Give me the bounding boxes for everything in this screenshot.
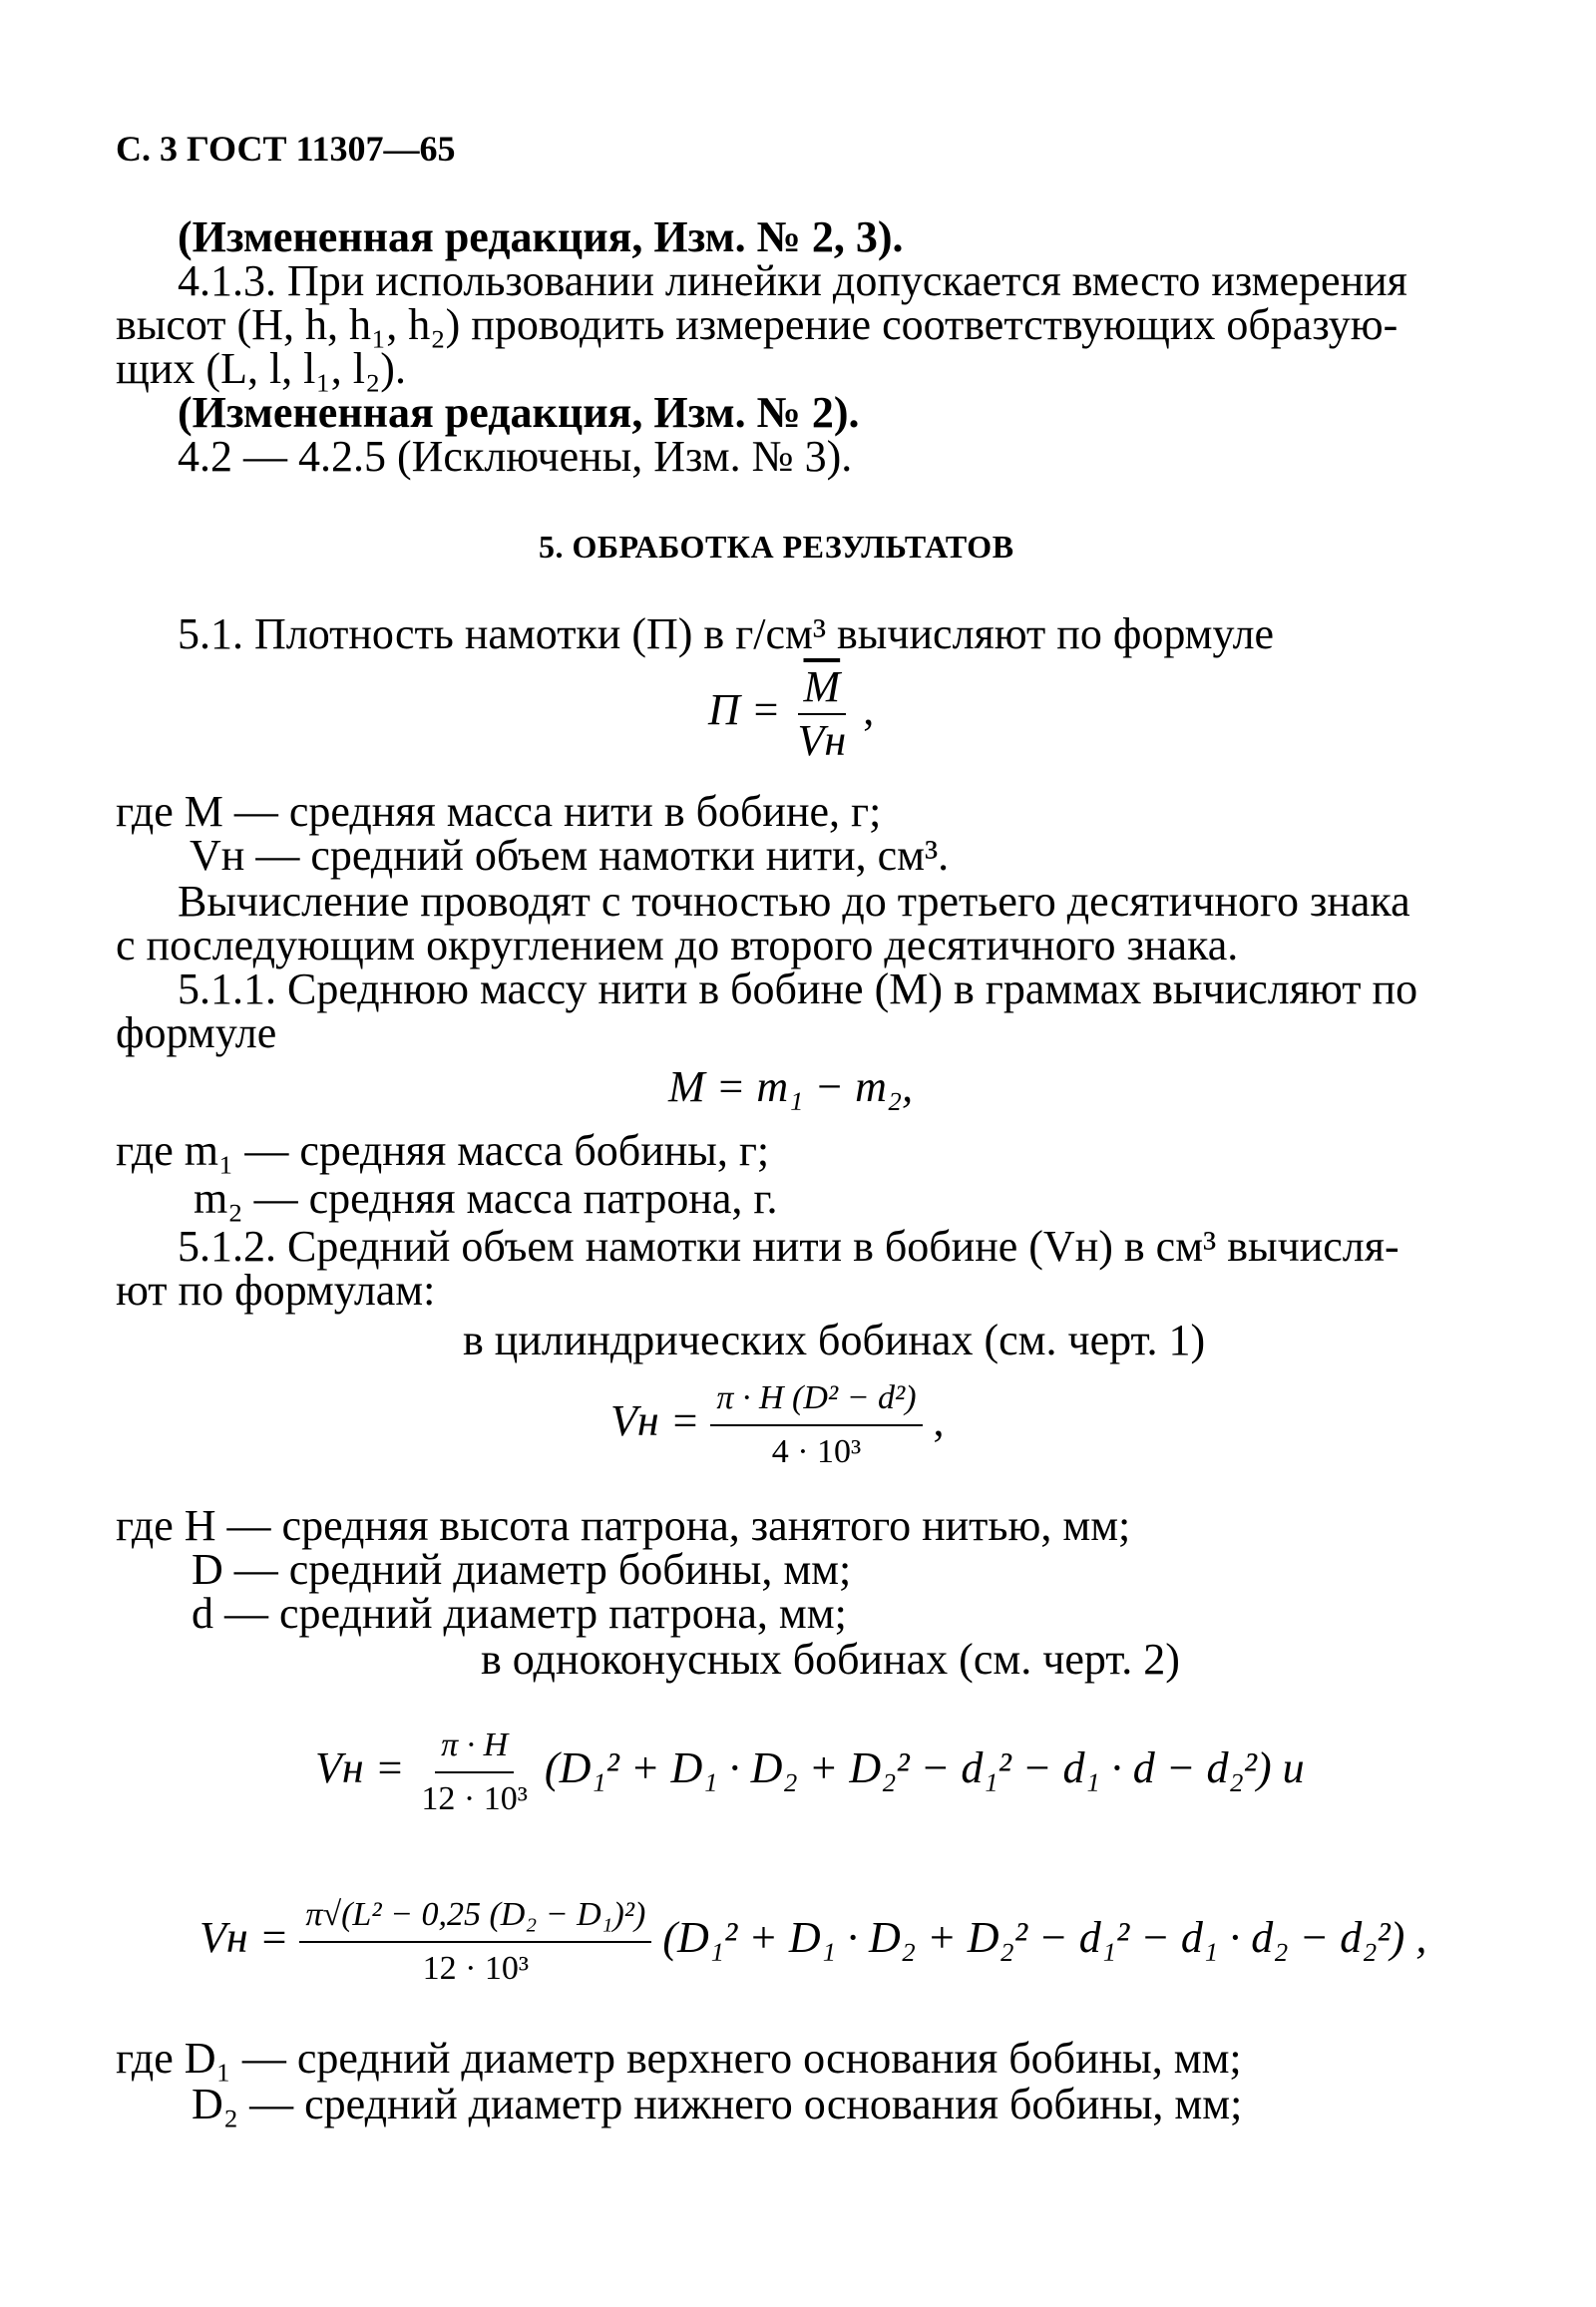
formula-conical-1-lhs: Vн = — [315, 1743, 405, 1793]
where-3-line2: D — средний диаметр бобины, мм; — [192, 1545, 852, 1594]
para-4-1-3-line3: щих (L, l, l₁, l₂). — [116, 344, 406, 393]
formula-cylindrical-denominator: 4 · 10³ — [771, 1433, 862, 1470]
formula-mass: M = m₁ − m₂, — [668, 1062, 914, 1111]
formula-conical-1-denominator: 12 · 10³ — [421, 1780, 528, 1817]
para-5-1-1-line1: 5.1.1. Среднюю массу нити в бобине (M) в граммах вычисляют по — [178, 964, 1418, 1013]
formula-conical-2 — [200, 1891, 1426, 1993]
conical-caption: в одноконусных бобинах (см. черт. 2) — [481, 1635, 1180, 1684]
para-5-1-2-line1: 5.1.2. Средний объем намотки нити в бобине (Vн) в см³ вычисля- — [178, 1222, 1399, 1271]
para-5-1-1-line2: формуле — [116, 1008, 277, 1057]
amendment-note-1: (Измененная редакция, Изм. № 2, 3). — [178, 212, 904, 261]
formula-cylindrical-numerator: π · H (D² − d²) — [710, 1374, 922, 1426]
where-2-line1: где m₁ — средняя масса бобины, г; — [116, 1126, 770, 1175]
para-5-1: 5.1. Плотность намотки (П) в г/см³ вычисляют по формуле — [178, 609, 1275, 658]
formula-conical-1 — [315, 1722, 1305, 1823]
formula-density-lhs: П = — [708, 685, 781, 735]
calc-note-line2: с последующим округлением до второго десятичного знака. — [116, 921, 1239, 969]
formula-density — [708, 663, 874, 765]
formula-conical-2-body: (D₁² + D₁ · D₂ + D₂² − d₁² − d₁ · d₂ − d₂²) , — [662, 1913, 1427, 1963]
para-5-1-2-line2: ют по формулам: — [116, 1266, 436, 1315]
formula-conical-2-lhs: Vн = — [200, 1913, 289, 1963]
where-4-line1: где D₁ — средний диаметр верхнего основания бобины, мм; — [116, 2034, 1242, 2083]
page-header: С. 3 ГОСТ 11307—65 — [116, 129, 456, 169]
where-3-line1: где H — средняя высота патрона, занятого нитью, мм; — [116, 1501, 1131, 1550]
formula-conical-1-body: (D₁² + D₁ · D₂ + D₂² − d₁² − d₁ · d − d₂²) и — [544, 1743, 1305, 1793]
calc-note-line1: Вычисление проводят с точностью до третьего десятичного знака — [178, 877, 1410, 926]
cylindrical-caption: в цилиндрических бобинах (см. черт. 1) — [463, 1316, 1206, 1364]
where-4-line2: D₂ — средний диаметр нижнего основания бобины, мм; — [192, 2080, 1243, 2128]
section-title: 5. ОБРАБОТКА РЕЗУЛЬТАТОВ — [539, 529, 1014, 565]
formula-conical-2-denominator: 12 · 10³ — [422, 1950, 530, 1987]
para-4-1-3-line1: 4.1.3. При использовании линейки допускается вместо измерения — [178, 256, 1407, 305]
formula-density-denominator: Vн — [797, 716, 847, 765]
formula-cylindrical — [610, 1374, 945, 1476]
formula-density-numerator: $\overline{M}$ — [798, 663, 847, 715]
where-3-line3: d — средний диаметр патрона, мм; — [192, 1589, 847, 1638]
para-4-2-excluded: 4.2 — 4.2.5 (Исключены, Изм. № 3). — [178, 432, 853, 481]
formula-density-tail: , — [863, 685, 875, 735]
para-4-1-3-line2: высот (H, h, h₁, h₂) проводить измерение соответствующих образую- — [116, 300, 1398, 349]
amendment-note-2: (Измененная редакция, Изм. № 2). — [178, 388, 860, 437]
where-2-line2: m₂ — средняя масса патрона, г. — [194, 1174, 778, 1223]
formula-conical-2-numerator: π√(L² − 0,25 (D₂ − D₁)²) — [299, 1891, 651, 1943]
formula-cylindrical-tail: , — [933, 1396, 945, 1446]
where-1-line1: где M — средняя масса нити в бобине, г; — [116, 787, 882, 836]
formula-cylindrical-lhs: Vн = — [610, 1396, 700, 1446]
formula-conical-1-numerator: π · H — [435, 1722, 514, 1773]
where-1-line2: Vн — средний объем намотки нити, см³. — [190, 831, 950, 880]
